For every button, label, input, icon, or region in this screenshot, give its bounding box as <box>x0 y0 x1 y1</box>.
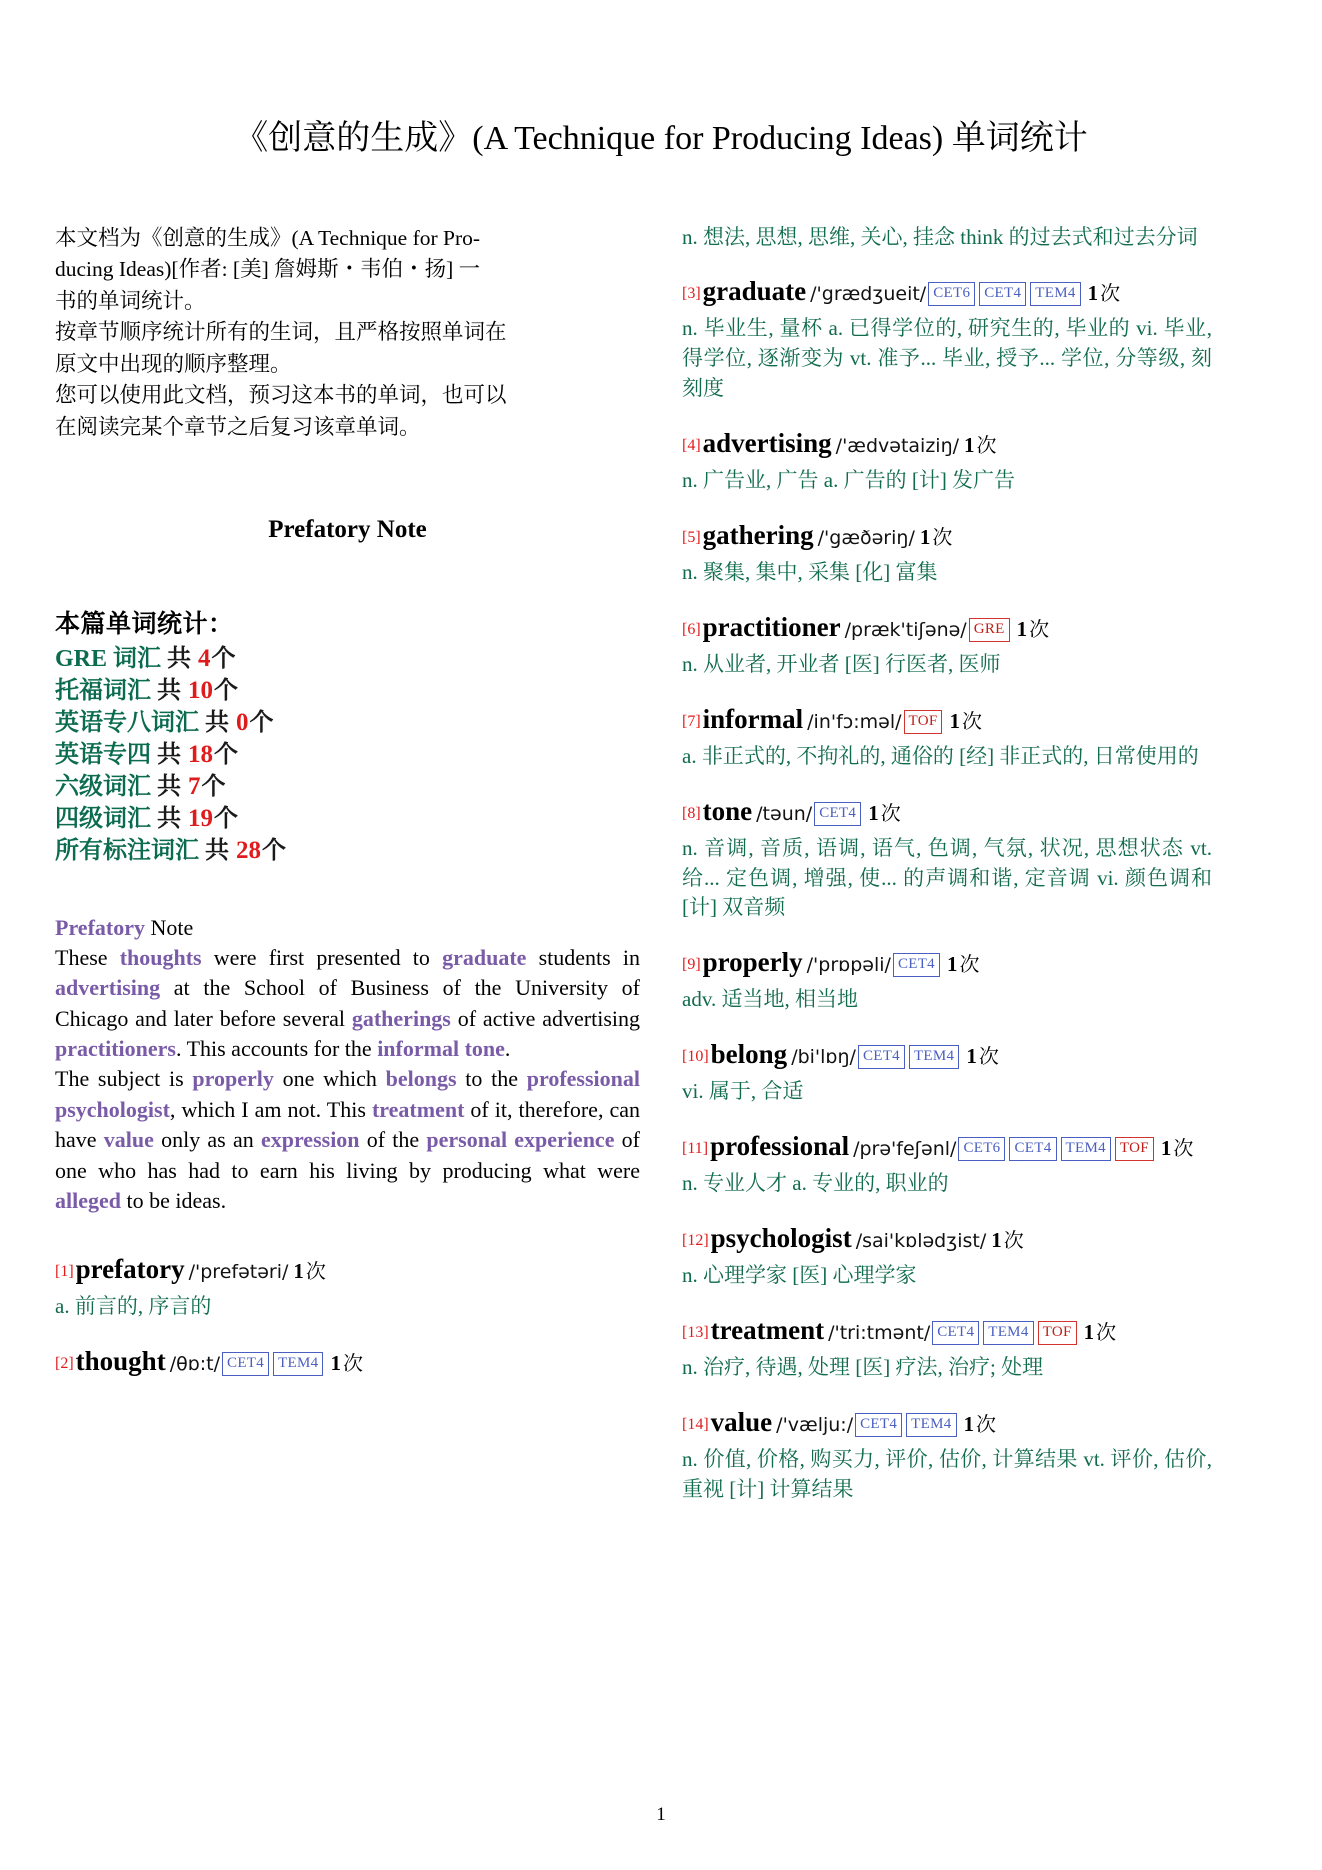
statistics-row-label: 英语专四 <box>55 741 151 768</box>
word-occurrence-count: 1 <box>963 1412 975 1437</box>
word-occurrence-count: 1 <box>991 1228 1002 1253</box>
word-entry-term[interactable]: value <box>710 1407 773 1438</box>
word-entry-index: [5] <box>682 528 701 546</box>
exam-level-badge: CET4 <box>814 802 861 826</box>
word-occurrence-count: 1 <box>1087 281 1099 306</box>
passage-text-run: These <box>55 945 120 971</box>
word-entry-definition: n. 心理学家 [医] 心理学家 <box>682 1263 917 1288</box>
word-entry-index: [2] <box>55 1355 74 1373</box>
word-entry-pronunciation: /præk'tiʃənə/ <box>844 618 967 641</box>
intro-line: 原文中出现的顺序整理。 <box>55 351 292 376</box>
word-entry-definition: n. 从业者, 开业者 [医] 行医者, 医师 <box>682 651 1001 676</box>
word-entry-definition: adv. 适当地, 相当地 <box>682 987 858 1012</box>
word-entry-list-right <box>682 272 1212 1505</box>
passage-highlight-word: informal tone <box>377 1036 505 1062</box>
word-entry <box>682 1219 1212 1291</box>
word-entry-index: [12] <box>682 1232 709 1250</box>
word-entry-term[interactable]: thought <box>75 1346 166 1377</box>
word-entry-head <box>682 1127 1212 1166</box>
word-entry <box>682 272 1212 404</box>
statistics-row-count: 10 <box>188 676 213 704</box>
word-entry-definition: a. 非正式的, 不拘礼的, 通俗的 [经] 非正式的, 日常使用的 <box>682 743 1199 768</box>
exam-level-badge: CET4 <box>979 282 1026 306</box>
word-entry <box>55 1250 640 1322</box>
passage-highlight-word: thoughts <box>119 945 202 971</box>
word-entry-pronunciation: /'gæðəriŋ/ <box>817 526 915 549</box>
word-entry-pronunciation: /'tri:tmənt/ <box>828 1322 931 1345</box>
word-entry-pronunciation: /'ædvətaiziŋ/ <box>835 434 960 457</box>
word-entry-definition: n. 专业人才 a. 专业的, 职业的 <box>682 1171 949 1196</box>
word-occurrence-count: 1 <box>946 952 958 977</box>
passage-highlight-word: treatment <box>371 1096 465 1122</box>
passage-highlight-word: belongs <box>385 1066 457 1092</box>
word-entry-head <box>682 272 1212 311</box>
word-entry-definition: a. 前言的, 序言的 <box>55 1294 212 1319</box>
statistics-row-mid: 共 <box>157 773 181 800</box>
word-entry <box>682 700 1212 772</box>
word-entry-index: [6] <box>682 620 701 638</box>
word-entry-pronunciation: /θɒ:t/ <box>169 1353 221 1376</box>
word-occurrence-unit: 次 <box>961 710 982 733</box>
statistics-row-unit: 个 <box>262 837 286 864</box>
word-entry-head <box>55 1250 640 1289</box>
word-entry-head <box>55 1342 640 1381</box>
word-entry-head <box>682 608 1212 647</box>
statistics-row <box>55 803 640 835</box>
statistics-row-count: 4 <box>198 644 211 672</box>
definition-continuation-text: n. 想法, 思想, 思维, 关心, 挂念 think 的过去式和过去分词 <box>682 224 1198 249</box>
definition-continuation <box>682 223 1212 253</box>
statistics-row-label: 六级词汇 <box>55 773 151 800</box>
passage-highlight-word: graduate <box>442 945 527 971</box>
word-occurrence-count: 1 <box>1083 1320 1095 1345</box>
exam-level-badge: TEM4 <box>909 1045 959 1069</box>
word-occurrence-unit: 次 <box>932 526 953 549</box>
exam-level-badge: CET4 <box>932 1321 979 1345</box>
word-entry-term[interactable]: graduate <box>702 276 807 307</box>
exam-level-badge: TOF <box>1115 1137 1154 1161</box>
statistics-row <box>55 835 640 867</box>
two-column-body <box>0 223 1322 1525</box>
exam-level-badge: TEM4 <box>1061 1137 1111 1161</box>
english-passage <box>55 913 640 1217</box>
word-entry-head <box>682 1311 1212 1350</box>
word-entry-term[interactable]: advertising <box>702 427 832 458</box>
word-entry <box>682 424 1212 496</box>
statistics-row-count: 18 <box>188 740 213 768</box>
exam-level-badge: TEM4 <box>1030 282 1080 306</box>
word-entry-index: [10] <box>682 1048 709 1066</box>
word-occurrence-count: 1 <box>919 524 931 549</box>
word-entry-definition: n. 音调, 音质, 语调, 语气, 色调, 气氛, 状况, 思想状态 vt. 给... 定色调, 增强, 使... 的声调和谐, 定音调 vi. 颜色调和 [计] 双音频 <box>682 835 1212 920</box>
word-entry <box>682 1403 1212 1505</box>
word-entry-pronunciation: /'prɒpəli/ <box>806 954 891 977</box>
word-entry-definition: n. 广告业, 广告 a. 广告的 [计] 发广告 <box>682 468 1016 493</box>
word-occurrence-count: 1 <box>293 1259 304 1284</box>
passage-text-run: . This accounts for the <box>175 1036 378 1062</box>
intro-paragraph <box>55 223 640 444</box>
word-occurrence-count: 1 <box>868 800 879 825</box>
word-occurrence-unit: 次 <box>1173 1138 1194 1161</box>
word-entry-definition: vi. 属于, 合适 <box>682 1079 804 1104</box>
exam-level-badge: TEM4 <box>906 1413 956 1437</box>
passage-text-run: one which <box>273 1066 386 1092</box>
statistics-row-mid: 共 <box>205 837 229 864</box>
word-entry-term[interactable]: properly <box>702 947 803 978</box>
statistics-row-unit: 个 <box>214 805 238 832</box>
word-entry-term[interactable]: practitioner <box>702 611 841 642</box>
statistics-title: 本篇单词统计： <box>55 610 234 638</box>
statistics-row <box>55 771 640 803</box>
passage-highlight-word: expression <box>260 1127 360 1153</box>
word-entry <box>682 1035 1212 1107</box>
statistics-row-count: 0 <box>236 708 249 736</box>
passage-highlight-word: personal experience <box>426 1127 615 1153</box>
exam-level-badge: GRE <box>969 618 1010 642</box>
word-entry-term[interactable]: treatment <box>710 1315 825 1346</box>
word-occurrence-unit: 次 <box>976 434 997 457</box>
word-entry-head <box>682 700 1212 739</box>
passage-text-run: , which I am not. This <box>169 1096 372 1122</box>
word-entry-head <box>682 1403 1212 1442</box>
word-entry-term[interactable]: gathering <box>702 519 814 550</box>
word-entry-term[interactable]: professional <box>710 1131 850 1162</box>
word-occurrence-unit: 次 <box>1003 1230 1024 1253</box>
word-occurrence-unit: 次 <box>959 954 980 977</box>
statistics-rows <box>55 643 640 867</box>
passage-text-run: The subject is <box>55 1066 193 1092</box>
word-entry-index: [9] <box>682 956 701 974</box>
passage-highlight-word: advertising <box>55 975 161 1001</box>
statistics-row-mid: 共 <box>205 709 229 736</box>
word-entry <box>55 1342 640 1381</box>
word-entry <box>682 943 1212 1015</box>
word-occurrence-count: 1 <box>966 1044 977 1069</box>
word-entry <box>682 1311 1212 1383</box>
passage-highlight-word: properly <box>192 1066 274 1092</box>
word-entry-term[interactable]: tone <box>702 795 753 826</box>
statistics-row-unit: 个 <box>211 645 236 672</box>
word-entry-head <box>682 1219 1212 1258</box>
statistics-row <box>55 739 640 771</box>
right-column <box>682 223 1212 1525</box>
exam-level-badge: TOF <box>1038 1321 1077 1345</box>
word-entry-index: [11] <box>682 1140 709 1158</box>
exam-level-badge: TEM4 <box>273 1352 323 1376</box>
word-entry-pronunciation: /in'fɔ:məl/ <box>807 710 902 733</box>
word-entry <box>682 1127 1212 1199</box>
passage-text-run: were first presented to <box>201 945 443 971</box>
statistics-block <box>55 604 640 867</box>
word-entry-head <box>682 943 1212 982</box>
statistics-row-label: 四级词汇 <box>55 805 151 832</box>
passage-text-run: to be ideas. <box>121 1187 227 1213</box>
statistics-row-count: 28 <box>236 836 261 864</box>
intro-line: 您可以使用此文档，预习这本书的单词，也可以 <box>55 383 507 408</box>
word-entry-index: [13] <box>682 1324 709 1342</box>
exam-level-badge: CET4 <box>1009 1137 1056 1161</box>
word-occurrence-unit: 次 <box>1029 618 1050 641</box>
word-entry-term[interactable]: informal <box>702 703 804 734</box>
page-number: 1 <box>656 1804 666 1825</box>
passage-highlight-word: professional psychologist <box>55 1066 640 1122</box>
word-entry-index: [7] <box>682 712 701 730</box>
word-entry-term[interactable]: belong <box>710 1039 788 1070</box>
passage-paragraph-2 <box>55 1064 640 1216</box>
passage-text-run: of it, therefore, can have <box>55 1096 641 1153</box>
passage-title-highlight: Prefatory <box>55 914 145 940</box>
left-column <box>55 223 640 1525</box>
exam-level-badge: CET6 <box>928 282 975 306</box>
word-occurrence-unit: 次 <box>976 1414 997 1437</box>
passage-text-run: . <box>504 1036 511 1062</box>
passage-title-rest: Note <box>145 914 194 940</box>
word-entry <box>682 516 1212 588</box>
passage-highlight-word: gatherings <box>351 1005 451 1031</box>
statistics-row <box>55 643 640 675</box>
intro-line: 在阅读完某个章节之后复习该章单词。 <box>55 415 421 440</box>
word-entry-pronunciation: /sai'kɒlədʒist/ <box>855 1230 987 1253</box>
word-entry-definition: n. 价值, 价格, 购买力, 评价, 估价, 计算结果 vt. 评价, 估价, 重视 [计] 计算结果 <box>682 1447 1212 1501</box>
word-entry-term[interactable]: prefatory <box>75 1254 185 1285</box>
word-entry-head <box>682 792 1212 831</box>
word-entry-head <box>682 516 1212 555</box>
word-occurrence-count: 1 <box>1160 1136 1172 1161</box>
word-occurrence-unit: 次 <box>342 1353 363 1376</box>
word-entry-pronunciation: /'vælju:/ <box>776 1414 854 1437</box>
statistics-row-mid: 共 <box>157 805 181 832</box>
statistics-row <box>55 707 640 739</box>
exam-level-badge: TOF <box>904 710 943 734</box>
statistics-row-mid: 共 <box>157 677 181 704</box>
passage-title-line <box>55 913 640 943</box>
passage-text-run: to the <box>456 1066 527 1092</box>
passage-highlight-word: value <box>103 1127 154 1153</box>
word-occurrence-count: 1 <box>949 708 960 733</box>
word-entry-definition: n. 聚集, 集中, 采集 [化] 富集 <box>682 559 938 584</box>
word-entry-definition: n. 治疗, 待遇, 处理 [医] 疗法, 治疗; 处理 <box>682 1355 1044 1380</box>
intro-line: 本文档为《创意的生成》(A Technique for Pro- <box>55 225 481 250</box>
passage-text-run: at the School of Business of the University of Chicago and later before several <box>55 975 640 1031</box>
passage-paragraph-1 <box>55 943 640 1064</box>
statistics-row-label: 所有标注词汇 <box>55 837 199 864</box>
word-entry <box>682 792 1212 924</box>
passage-text-run: of active advertising <box>450 1005 640 1031</box>
word-occurrence-unit: 次 <box>880 802 901 825</box>
word-entry-pronunciation: /təun/ <box>756 802 813 825</box>
passage-text-run: only as an <box>153 1127 261 1153</box>
exam-level-badge: CET4 <box>222 1352 269 1376</box>
word-entry-pronunciation: /'prefətəri/ <box>188 1261 289 1284</box>
word-entry-definition: n. 毕业生, 量杯 a. 已得学位的, 研究生的, 毕业的 vi. 毕业, 得学位, 逐渐变为 vt. 准予... 毕业, 授予... 学位, 分等级, 刻刻度 <box>682 316 1212 401</box>
exam-level-badge: CET6 <box>958 1137 1005 1161</box>
word-occurrence-unit: 次 <box>978 1046 999 1069</box>
word-entry-head <box>682 1035 1212 1074</box>
intro-line: 书的单词统计。 <box>55 288 206 313</box>
exam-level-badge: TEM4 <box>983 1321 1033 1345</box>
section-heading: Prefatory Note <box>268 515 427 543</box>
statistics-row-label: 托福词汇 <box>55 677 151 704</box>
passage-text-run: of one who has had to earn his living by producing what were <box>55 1127 641 1183</box>
word-entry-index: [4] <box>682 436 701 454</box>
word-entry-index: [14] <box>682 1416 709 1434</box>
intro-line: ducing Ideas)[作者: [美] 詹姆斯・韦伯・扬] 一 <box>55 257 481 282</box>
word-occurrence-count: 1 <box>330 1351 341 1376</box>
word-occurrence-count: 1 <box>964 432 975 457</box>
word-entry-index: [3] <box>682 285 701 303</box>
statistics-row-mid: 共 <box>167 645 192 672</box>
passage-text-run: of the <box>359 1127 427 1153</box>
page-title: 《创意的生成》(A Technique for Producing Ideas) 单词统计 <box>234 120 1088 157</box>
statistics-row-count: 19 <box>188 804 213 832</box>
word-entry-index: [8] <box>682 804 701 822</box>
word-entry-list-left <box>55 1250 640 1381</box>
exam-level-badge: CET4 <box>855 1413 902 1437</box>
word-entry-pronunciation: /prə'feʃənl/ <box>853 1138 957 1161</box>
statistics-row-label: GRE 词汇 <box>55 645 162 672</box>
word-entry-index: [1] <box>55 1263 74 1281</box>
intro-line: 按章节顺序统计所有的生词，且严格按照单词在 <box>55 320 507 345</box>
passage-text-run: students in <box>526 945 640 971</box>
statistics-row-mid: 共 <box>157 741 181 768</box>
word-entry-pronunciation: /'grædʒueit/ <box>810 283 927 306</box>
statistics-row-label: 英语专八词汇 <box>55 709 199 736</box>
word-occurrence-unit: 次 <box>1100 283 1121 306</box>
word-entry-head <box>682 424 1212 463</box>
exam-level-badge: CET4 <box>893 953 940 977</box>
statistics-row-unit: 个 <box>214 741 238 768</box>
statistics-row-count: 7 <box>188 772 201 800</box>
statistics-row <box>55 675 640 707</box>
exam-level-badge: CET4 <box>858 1045 905 1069</box>
passage-highlight-word: practitioners <box>55 1036 176 1062</box>
statistics-row-unit: 个 <box>214 677 238 704</box>
statistics-row-unit: 个 <box>201 773 226 800</box>
word-entry-pronunciation: /bi'lɒŋ/ <box>791 1046 856 1069</box>
word-occurrence-unit: 次 <box>1096 1322 1117 1345</box>
word-occurrence-unit: 次 <box>305 1261 326 1284</box>
passage-highlight-word: alleged <box>55 1187 121 1213</box>
word-entry-term[interactable]: psychologist <box>710 1223 852 1254</box>
word-occurrence-count: 1 <box>1016 616 1028 641</box>
statistics-row-unit: 个 <box>249 709 274 736</box>
word-entry <box>682 608 1212 680</box>
